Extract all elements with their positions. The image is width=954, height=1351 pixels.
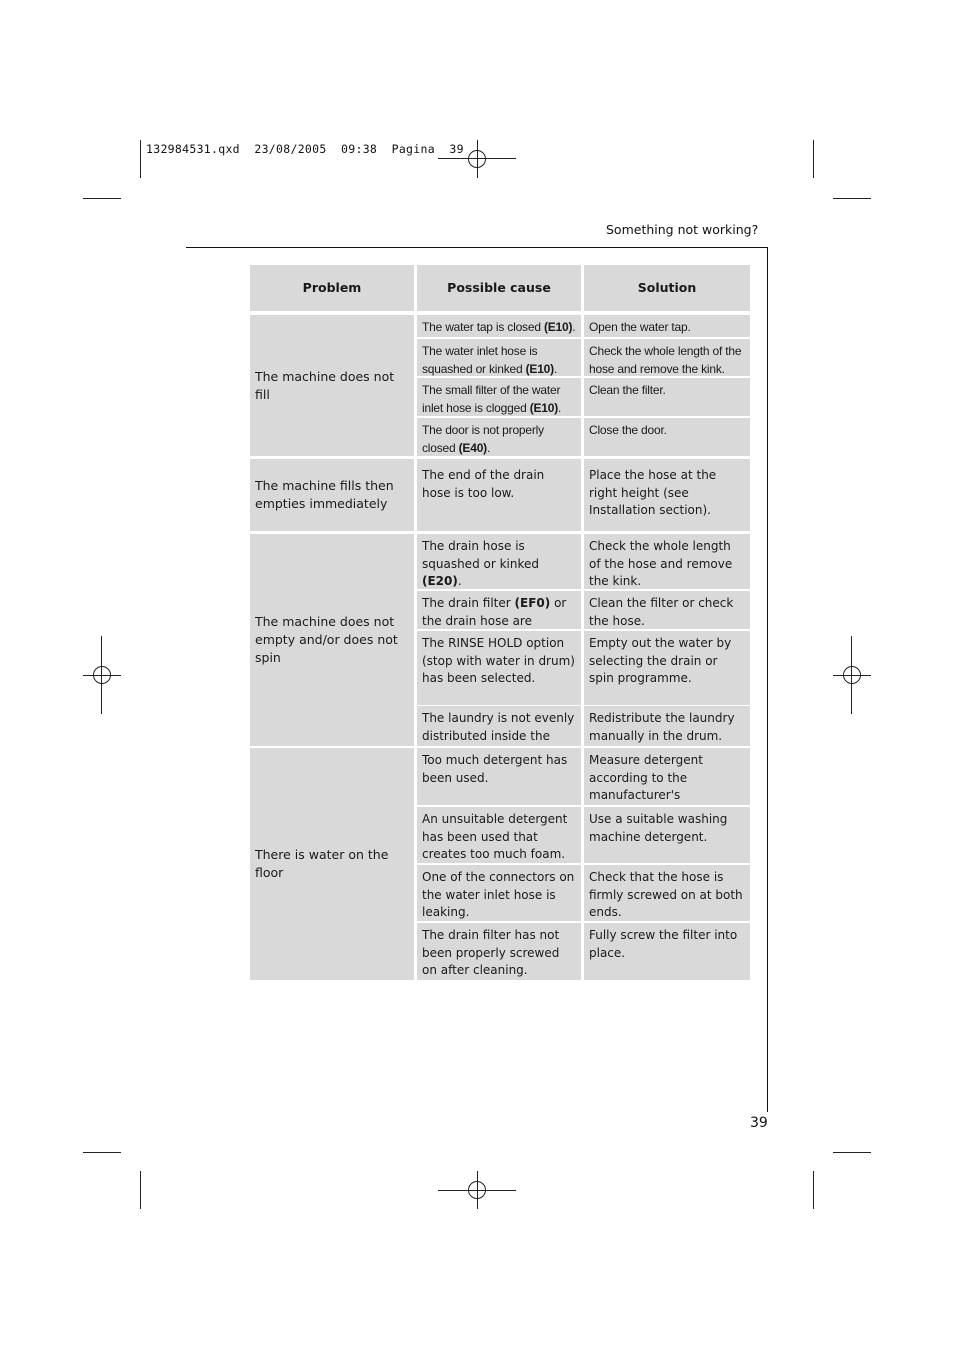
crop-mark xyxy=(140,1171,141,1209)
header-solution: Solution xyxy=(584,265,750,311)
cause-cell: The end of the drain hose is too low. xyxy=(417,459,581,531)
cause-cell: The laundry is not evenly distributed inside the xyxy=(417,706,581,746)
crop-mark xyxy=(83,198,121,199)
cause-cell: The water tap is closed (E10). xyxy=(417,315,581,337)
solution-cell: Check that the hose is firmly screwed on at both ends. xyxy=(584,865,750,921)
cause-cell: The drain filter has not been properly screwed on after cleaning. xyxy=(417,923,581,980)
crop-mark xyxy=(813,140,814,178)
crop-mark xyxy=(140,140,141,178)
cause-cell: The RINSE HOLD option (stop with water in drum) has been selected. xyxy=(417,631,581,705)
problem-cell: The machine fills then empties immediately xyxy=(250,459,414,531)
solution-cell: Use a suitable washing machine detergent. xyxy=(584,807,750,863)
solution-cell: Open the water tap. xyxy=(584,315,750,337)
header-rule xyxy=(186,247,768,248)
cause-cell: One of the connectors on the water inlet hose is leaking. xyxy=(417,865,581,921)
print-slug: 132984531.qxd 23/08/2005 09:38 Pagina 39 xyxy=(146,142,464,156)
solution-cell: Fully screw the filter into place. xyxy=(584,923,750,980)
solution-cell: Empty out the water by selecting the drain or spin programme. xyxy=(584,631,750,705)
cause-cell: The drain hose is squashed or kinked (E20). xyxy=(417,534,581,589)
solution-cell: Check the whole length of the hose and remove the kink. xyxy=(584,534,750,589)
problem-cell: The machine does not fill xyxy=(250,315,414,456)
crop-mark xyxy=(83,1152,121,1153)
section-title: Something not working? xyxy=(606,222,759,237)
header-cause: Possible cause xyxy=(417,265,581,311)
solution-cell: Place the hose at the right height (see Installation section). xyxy=(584,459,750,531)
problem-cell: There is water on the floor xyxy=(250,748,414,980)
page-number: 39 xyxy=(750,1115,768,1131)
registration-line xyxy=(477,140,478,178)
solution-cell: Close the door. xyxy=(584,418,750,456)
registration-line xyxy=(83,675,121,676)
margin-rule xyxy=(767,247,768,1112)
cause-cell: The drain filter (EF0) or the drain hose are xyxy=(417,591,581,629)
solution-cell: Clean the filter or check the hose. xyxy=(584,591,750,629)
registration-line xyxy=(101,636,102,714)
solution-cell: Redistribute the laundry manually in the drum. xyxy=(584,706,750,746)
cause-cell: The water inlet hose is squashed or kinked (E10). xyxy=(417,339,581,376)
crop-mark xyxy=(833,1152,871,1153)
crop-mark xyxy=(833,198,871,199)
header-problem: Problem xyxy=(250,265,414,311)
cause-cell: The door is not properly closed (E40). xyxy=(417,418,581,456)
cause-cell: The small filter of the water inlet hose is clogged (E10). xyxy=(417,378,581,416)
problem-cell: The machine does not empty and/or does not spin xyxy=(250,534,414,746)
registration-line xyxy=(477,1171,478,1209)
registration-line xyxy=(851,636,852,714)
cause-cell: An unsuitable detergent has been used that creates too much foam. xyxy=(417,807,581,863)
solution-cell: Check the whole length of the hose and remove the kink. xyxy=(584,339,750,376)
cause-cell: Too much detergent has been used. xyxy=(417,748,581,805)
solution-cell: Clean the filter. xyxy=(584,378,750,416)
solution-cell: Measure detergent according to the manufacturer's xyxy=(584,748,750,805)
registration-line xyxy=(833,675,871,676)
crop-mark xyxy=(813,1171,814,1209)
